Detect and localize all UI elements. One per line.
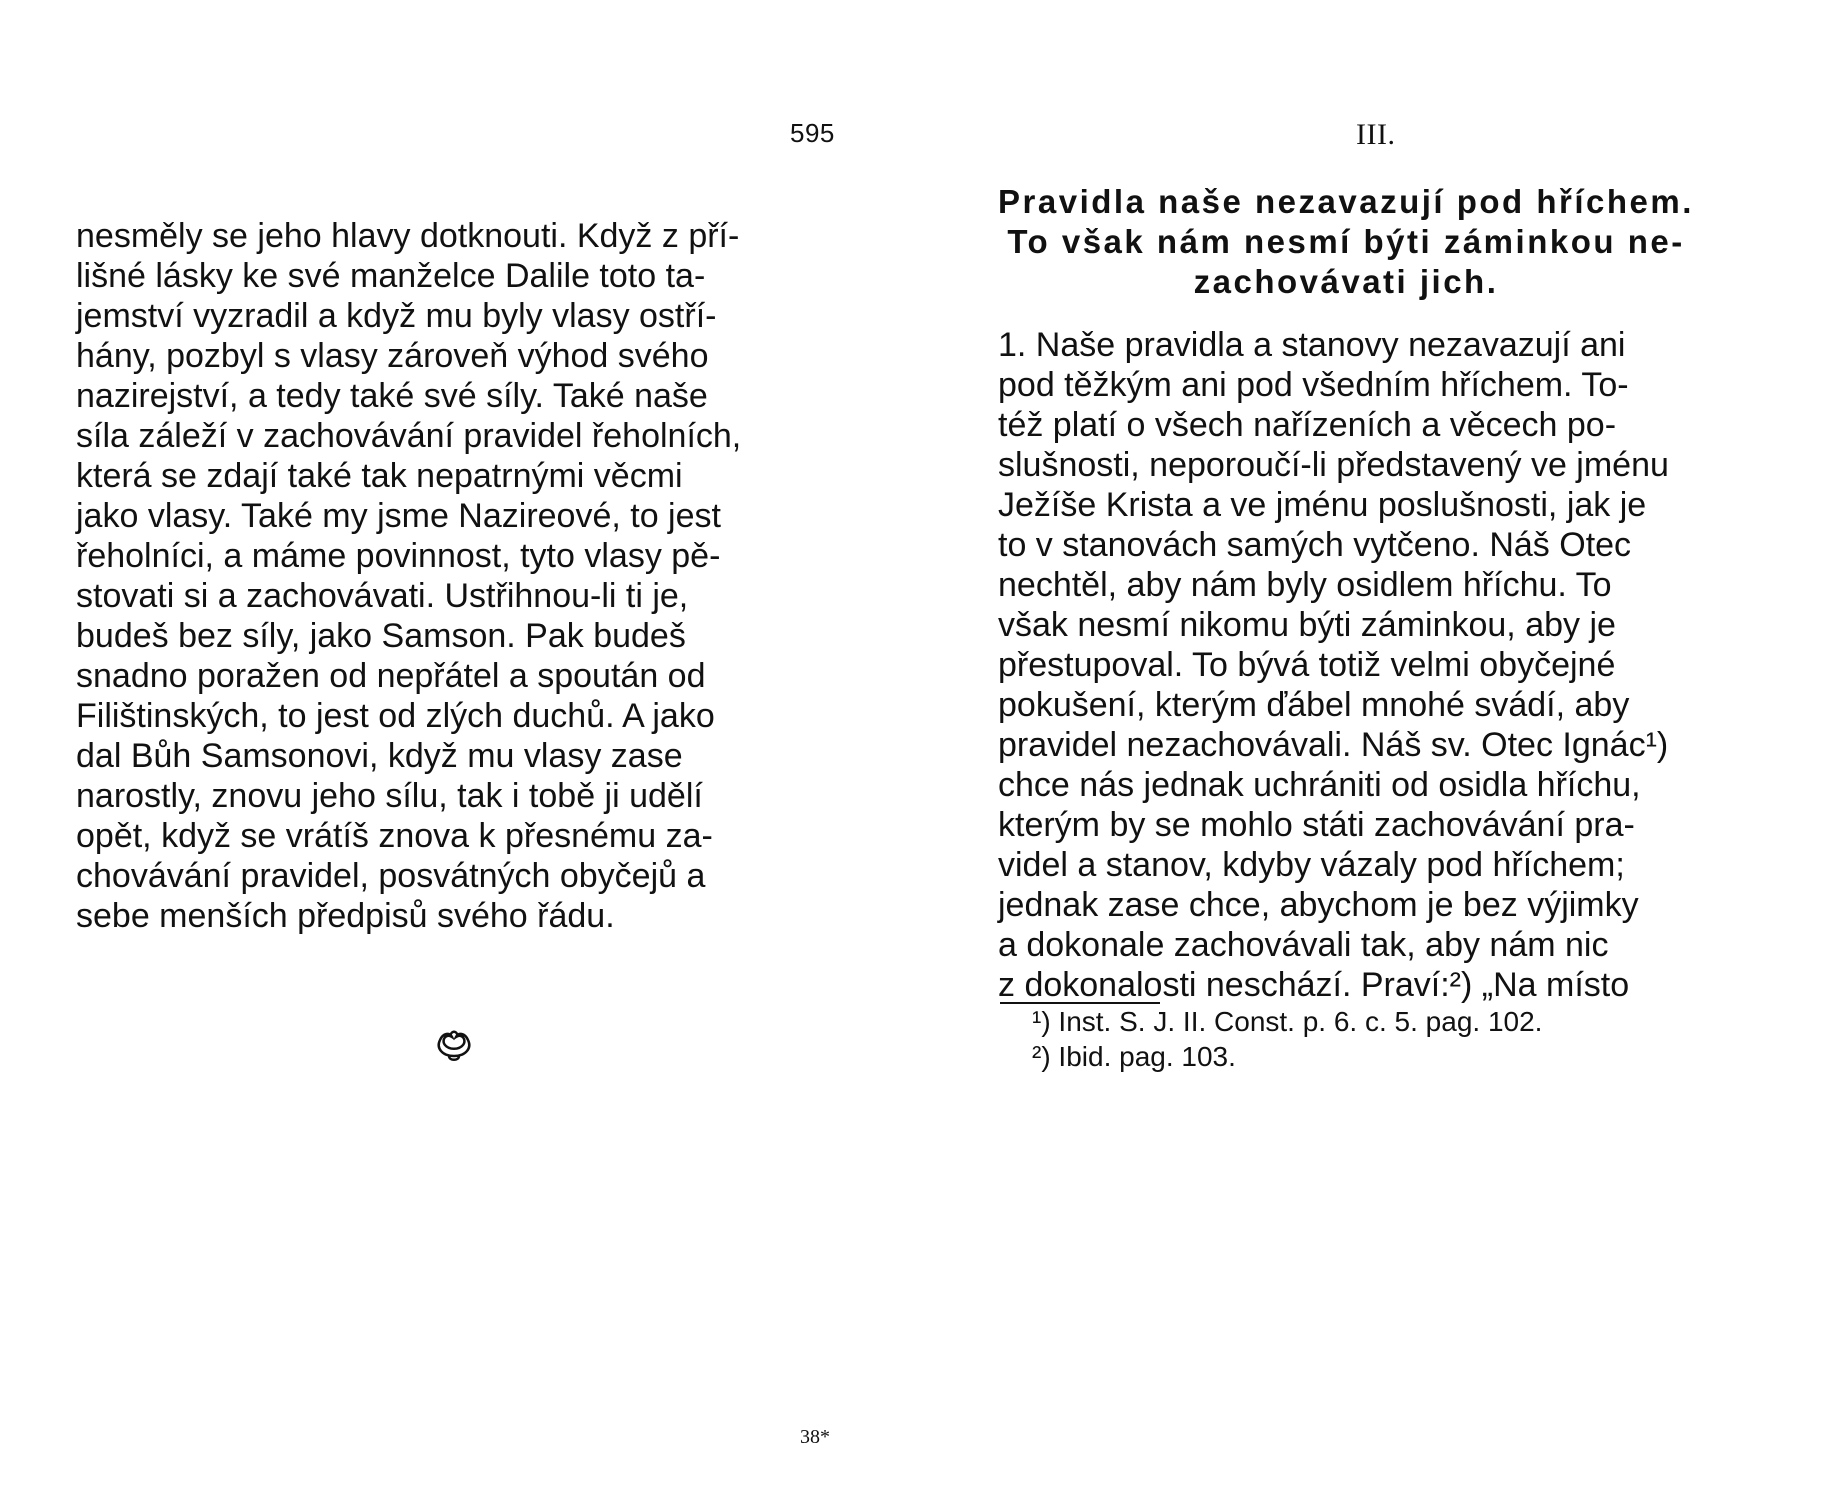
left-body-text: nesměly se jeho hlavy dotknouti. Když z pří- lišné lásky ke své manželce Dalile toto ta- jemství vyzradil a když mu byly vlasy ostří- hány, pozbyl s vlasy zároveň výhod svého nazirejství, a tedy také své síly. Také naše síla záleží v zachovávání pravidel řeholních, která se zdají také tak nepatrnými věcmi jako vlasy. Také my jsme Nazireové, to jest řeholníci, a máme povinnost, tyto vlasy pě- stovati si a zachovávati. Ustřihnou-li ti je, budeš bez síly, jako Samson. Pak budeš snadno poražen od nepřátel a spoután od Filištinských, to jest od zlých duchů. A jako dal Bůh Samsonovi, když mu vlasy zase narostly, znovu jeho sílu, tak i tobě ji udělí opět, když se vrátíš znova k přesnému za- chovávání pravidel, posvátných obyčejů a sebe menších předpisů svého řádu. — [76, 217, 742, 935]
right-body-text: 1. Naše pravidla a stanovy nezavazují ani pod těžkým ani pod všedním hříchem. To- též platí o všech nařízeních a věcech po- slušnosti, neporoučí-li představený ve jménu Ježíše Krista a ve jménu poslušnosti, jak je to v stanovách samých vytčeno. Náš Otec nechtěl, aby nám byly osidlem hříchu. To však nesmí nikomu býti záminkou, aby je přestupoval. To bývá totiž velmi obyčejné pokušení, kterým ďábel mnohé svádí, aby pravidel nezachovávali. Náš sv. Otec Ignác¹) chce nás jednak uchrániti od osidla hříchu, kterým by se mohlo státi zachovávání pra- videl a stanov, kdyby vázaly pod hříchem; jednak zase chce, abychom je bez výjimky a dokonale zachovávali tak, aby nám nic z dokonalosti neschází. Praví:²) „Na místo — [998, 326, 1669, 1004]
printer-signature-mark: 38* — [800, 1426, 830, 1448]
flourish-ornament-icon — [432, 1020, 476, 1064]
section-title: Pravidla naše nezavazují pod hříchem. To však nám nesmí býti záminkou ne- zachovávati jich. — [998, 183, 1694, 300]
right-page — [912, 0, 1824, 1500]
chapter-number: III. — [1356, 118, 1396, 151]
page-number: 595 — [790, 118, 835, 148]
footnotes: ¹) Inst. S. J. II. Const. p. 6. c. 5. pag. 102. ²) Ibid. pag. 103. — [1032, 1006, 1543, 1072]
